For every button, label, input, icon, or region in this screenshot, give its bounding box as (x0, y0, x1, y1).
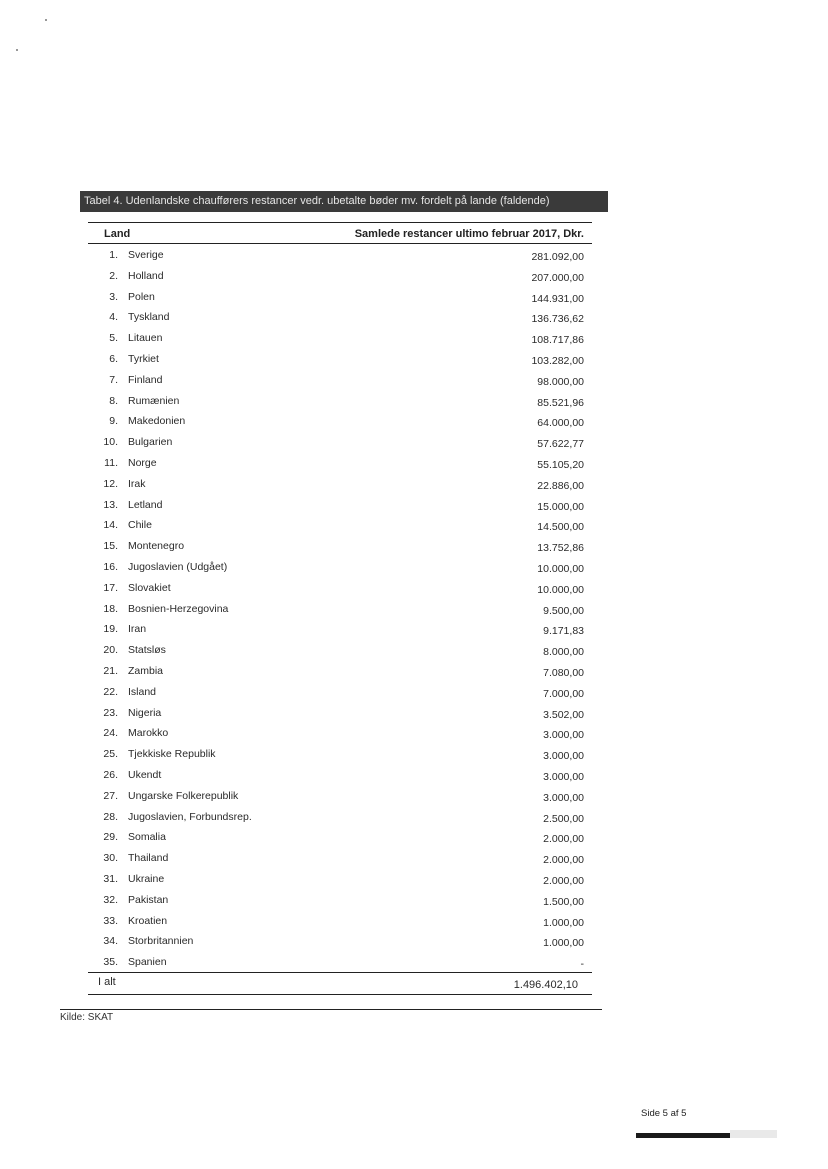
row-number: 32. (103, 893, 118, 906)
table-row (80, 703, 608, 724)
row-country: Spanien (128, 956, 167, 969)
row-number: 4. (109, 311, 118, 324)
row-amount: 108.717,86 (531, 334, 584, 347)
header-rule (88, 243, 592, 244)
row-amount: 64.000,00 (537, 417, 584, 430)
table-row (80, 328, 608, 349)
row-number: 16. (103, 560, 118, 573)
row-number: 14. (103, 519, 118, 532)
scan-speck-1 (45, 19, 47, 21)
row-number: 34. (103, 935, 118, 948)
row-country: Holland (128, 269, 164, 282)
table-row (80, 266, 608, 287)
row-country: Island (128, 685, 157, 698)
table-row (80, 245, 608, 266)
table-row (80, 661, 608, 682)
row-amount: 3.000,00 (543, 791, 584, 804)
scan-speck-2 (16, 49, 18, 51)
row-number: 33. (103, 914, 118, 927)
row-amount: 2.000,00 (543, 833, 584, 846)
row-number: 7. (109, 373, 118, 386)
table-row (80, 890, 608, 911)
row-amount: 7.080,00 (543, 666, 584, 679)
row-number: 15. (103, 540, 118, 553)
table-row (80, 391, 608, 412)
row-country: Nigeria (128, 706, 162, 719)
row-country: Zambia (128, 664, 164, 677)
row-country: Bulgarien (128, 436, 173, 449)
row-amount: 103.282,00 (531, 354, 584, 367)
row-amount: 10.000,00 (537, 583, 584, 596)
top-rule (88, 222, 592, 223)
row-amount: 15.000,00 (537, 500, 584, 513)
table-bottom-rule (60, 1009, 602, 1010)
table-row (80, 411, 608, 432)
row-number: 18. (103, 602, 118, 615)
row-amount: - (580, 958, 584, 971)
table-row (80, 307, 608, 328)
row-country: Tyskland (128, 311, 170, 324)
row-amount: 144.931,00 (531, 292, 584, 305)
row-country: Jugoslavien, Forbundsrep. (128, 810, 252, 823)
row-amount: 2.500,00 (543, 812, 584, 825)
row-number: 12. (103, 477, 118, 490)
table-row (80, 807, 608, 828)
row-number: 23. (103, 706, 118, 719)
row-amount: 22.886,00 (537, 479, 584, 492)
total-label: I alt (98, 976, 116, 988)
row-number: 3. (109, 290, 118, 303)
row-amount: 55.105,20 (537, 458, 584, 471)
footer-bar-dark (636, 1133, 730, 1138)
row-country: Storbritannien (128, 935, 194, 948)
row-amount: 8.000,00 (543, 646, 584, 659)
row-amount: 3.000,00 (543, 770, 584, 783)
row-country: Slovakiet (128, 581, 171, 594)
row-number: 13. (103, 498, 118, 511)
row-number: 24. (103, 727, 118, 740)
row-number: 8. (109, 394, 118, 407)
row-amount: 3.000,00 (543, 729, 584, 742)
row-amount: 13.752,86 (537, 542, 584, 555)
row-number: 30. (103, 852, 118, 865)
row-country: Somalia (128, 831, 166, 844)
row-number: 6. (109, 352, 118, 365)
row-country: Ukendt (128, 768, 162, 781)
row-number: 1. (109, 249, 118, 261)
table-row (80, 578, 608, 599)
row-country: Ukraine (128, 872, 165, 885)
table-row (80, 827, 608, 848)
row-amount: 2.000,00 (543, 854, 584, 867)
row-amount: 57.622,77 (537, 438, 584, 451)
row-amount: 9.500,00 (543, 604, 584, 617)
table-row (80, 931, 608, 952)
row-country: Tjekkiske Republik (128, 748, 216, 761)
total-amount: 1.496.402,10 (513, 979, 578, 991)
row-number: 20. (103, 644, 118, 657)
row-amount: 207.000,00 (531, 271, 584, 284)
total-bottom-rule (88, 994, 592, 995)
restancer-table (80, 212, 608, 1010)
table-row (80, 370, 608, 391)
row-country: Rumænien (128, 394, 180, 407)
table-row (80, 474, 608, 495)
table-row (80, 557, 608, 578)
table-row (80, 682, 608, 703)
row-amount: 85.521,96 (537, 396, 584, 409)
table-row (80, 536, 608, 557)
row-number: 9. (109, 415, 118, 428)
row-country: Marokko (128, 727, 169, 740)
row-amount: 14.500,00 (537, 521, 584, 534)
table-row (80, 723, 608, 744)
row-amount: 7.000,00 (543, 687, 584, 700)
row-country: Statsløs (128, 644, 166, 657)
row-country: Iran (128, 623, 147, 636)
table-row (80, 786, 608, 807)
row-amount: 9.171,83 (543, 625, 584, 638)
row-amount: 281.092,00 (531, 251, 584, 263)
row-country: Bosnien-Herzegovina (128, 602, 229, 615)
table-row (80, 515, 608, 536)
row-number: 5. (109, 332, 118, 345)
row-country: Irak (128, 477, 146, 490)
row-country: Kroatien (128, 914, 168, 927)
table-row (80, 744, 608, 765)
source-note: Kilde: SKAT (60, 1012, 114, 1023)
footer-bar-light (730, 1130, 777, 1138)
row-amount: 2.000,00 (543, 874, 584, 887)
row-amount: 98.000,00 (537, 375, 584, 388)
table-row (80, 848, 608, 869)
table-body (80, 245, 608, 973)
row-number: 25. (103, 748, 118, 761)
table-row (80, 349, 608, 370)
row-number: 17. (103, 581, 118, 594)
row-number: 2. (109, 269, 118, 282)
row-country: Chile (128, 519, 152, 532)
total-top-rule (88, 972, 592, 973)
row-country: Thailand (128, 852, 169, 865)
row-amount: 10.000,00 (537, 562, 584, 575)
table-row (80, 432, 608, 453)
row-country: Pakistan (128, 893, 169, 906)
table-row (80, 599, 608, 620)
column-header-land: Land (104, 228, 131, 240)
table-row (80, 911, 608, 932)
row-number: 27. (103, 789, 118, 802)
table-row (80, 869, 608, 890)
row-number: 22. (103, 685, 118, 698)
table-row (80, 640, 608, 661)
table-title: Tabel 4. Udenlandske chaufførers restancer vedr. ubetalte bøder mv. fordelt på lande (faldende) (80, 191, 608, 212)
row-country: Letland (128, 498, 163, 511)
table-row (80, 287, 608, 308)
table-row (80, 952, 608, 973)
table-row (80, 453, 608, 474)
row-number: 11. (104, 456, 118, 469)
row-amount: 3.000,00 (543, 750, 584, 763)
row-amount: 3.502,00 (543, 708, 584, 721)
row-number: 35. (103, 956, 118, 969)
row-country: Litauen (128, 332, 163, 345)
row-country: Tyrkiet (128, 352, 159, 365)
row-amount: 1.000,00 (543, 916, 584, 929)
row-number: 19. (103, 623, 118, 636)
row-country: Ungarske Folkerepublik (128, 789, 239, 802)
row-country: Sverige (128, 249, 164, 261)
row-country: Finland (128, 373, 163, 386)
table-row (80, 619, 608, 640)
row-number: 28. (103, 810, 118, 823)
row-number: 21. (103, 664, 118, 677)
row-amount: 136.736,62 (531, 313, 584, 326)
row-number: 31. (103, 872, 118, 885)
row-number: 26. (103, 768, 118, 781)
row-number: 29. (103, 831, 118, 844)
table-row (80, 765, 608, 786)
row-amount: 1.000,00 (543, 937, 584, 950)
table-row (80, 495, 608, 516)
row-amount: 1.500,00 (543, 895, 584, 908)
page-number: Side 5 af 5 (641, 1108, 687, 1119)
row-number: 10. (103, 436, 118, 449)
row-country: Jugoslavien (Udgået) (128, 560, 228, 573)
row-country: Montenegro (128, 540, 185, 553)
row-country: Norge (128, 456, 157, 469)
column-header-amount: Samlede restancer ultimo februar 2017, Dkr. (354, 228, 584, 240)
row-country: Polen (128, 290, 155, 303)
row-country: Makedonien (128, 415, 186, 428)
